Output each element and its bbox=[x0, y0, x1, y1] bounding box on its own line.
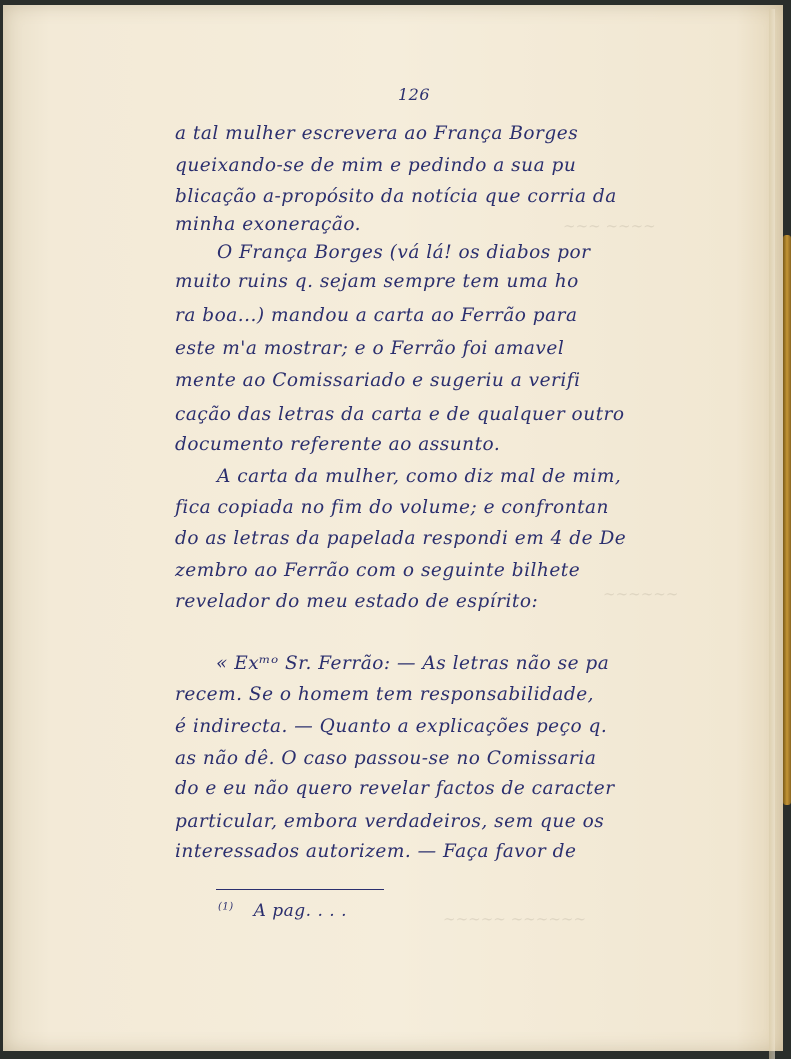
footnote-marker: (1) bbox=[218, 901, 234, 913]
text-line: mente ao Comissariado e sugeriu a verifi bbox=[175, 370, 581, 391]
text-line: particular, embora verdadeiros, sem que os bbox=[175, 811, 605, 832]
text-line: do e eu não quero revelar factos de caracter bbox=[175, 778, 615, 799]
text-line: do as letras da papelada respondi em 4 de De bbox=[175, 528, 627, 549]
text-line: recem. Se o homem tem responsabilidade, bbox=[175, 684, 595, 705]
manuscript-page bbox=[3, 5, 783, 1051]
text-line: minha exoneração. bbox=[175, 214, 362, 235]
text-line: este m'a mostrar; e o Ferrão foi amavel bbox=[175, 338, 565, 359]
text-line: revelador do meu estado de espírito: bbox=[175, 591, 539, 612]
bleed-through-mark: ∼∼∼∼∼∼ bbox=[603, 585, 679, 603]
bleed-through-mark: ∼∼∼∼∼ ∼∼∼∼∼∼ bbox=[443, 910, 587, 928]
text-line: ra boa...) mandou a carta ao Ferrão para bbox=[175, 305, 578, 326]
text-line: cação das letras da carta e de qualquer outro bbox=[175, 404, 625, 425]
text-line: fica copiada no fim do volume; e confrontan bbox=[175, 497, 609, 518]
text-line: muito ruins q. sejam sempre tem uma ho bbox=[175, 271, 579, 292]
text-line: zembro ao Ferrão com o seguinte bilhete bbox=[175, 560, 581, 581]
footnote-rule bbox=[216, 889, 384, 890]
binding-edge bbox=[783, 235, 791, 805]
footnote bbox=[218, 901, 347, 921]
text-line: interessados autorizem. — Faça favor de bbox=[175, 841, 577, 862]
text-line: A carta da mulher, como diz mal de mim, bbox=[217, 466, 622, 487]
page-number: 126 bbox=[398, 85, 431, 104]
text-line: a tal mulher escrevera ao França Borges bbox=[175, 123, 579, 144]
footnote-text: A pag. . . . bbox=[253, 901, 347, 921]
text-line: documento referente ao assunto. bbox=[175, 434, 501, 455]
text-line: O França Borges (vá lá! os diabos por bbox=[217, 242, 591, 263]
text-line: é indirecta. — Quanto a explicações peço q. bbox=[175, 716, 608, 737]
text-line: « Exᵐᵒ Sr. Ferrão: — As letras não se pa bbox=[216, 653, 610, 674]
page-edge bbox=[769, 9, 775, 1059]
text-line: as não dê. O caso passou-se no Comissaria bbox=[175, 748, 597, 769]
bleed-through-mark: ∼∼∼ ∼∼∼∼ bbox=[563, 217, 656, 235]
text-line: blicação a-propósito da notícia que corria da bbox=[175, 186, 617, 207]
text-line: queixando-se de mim e pedindo a sua pu bbox=[175, 155, 577, 176]
